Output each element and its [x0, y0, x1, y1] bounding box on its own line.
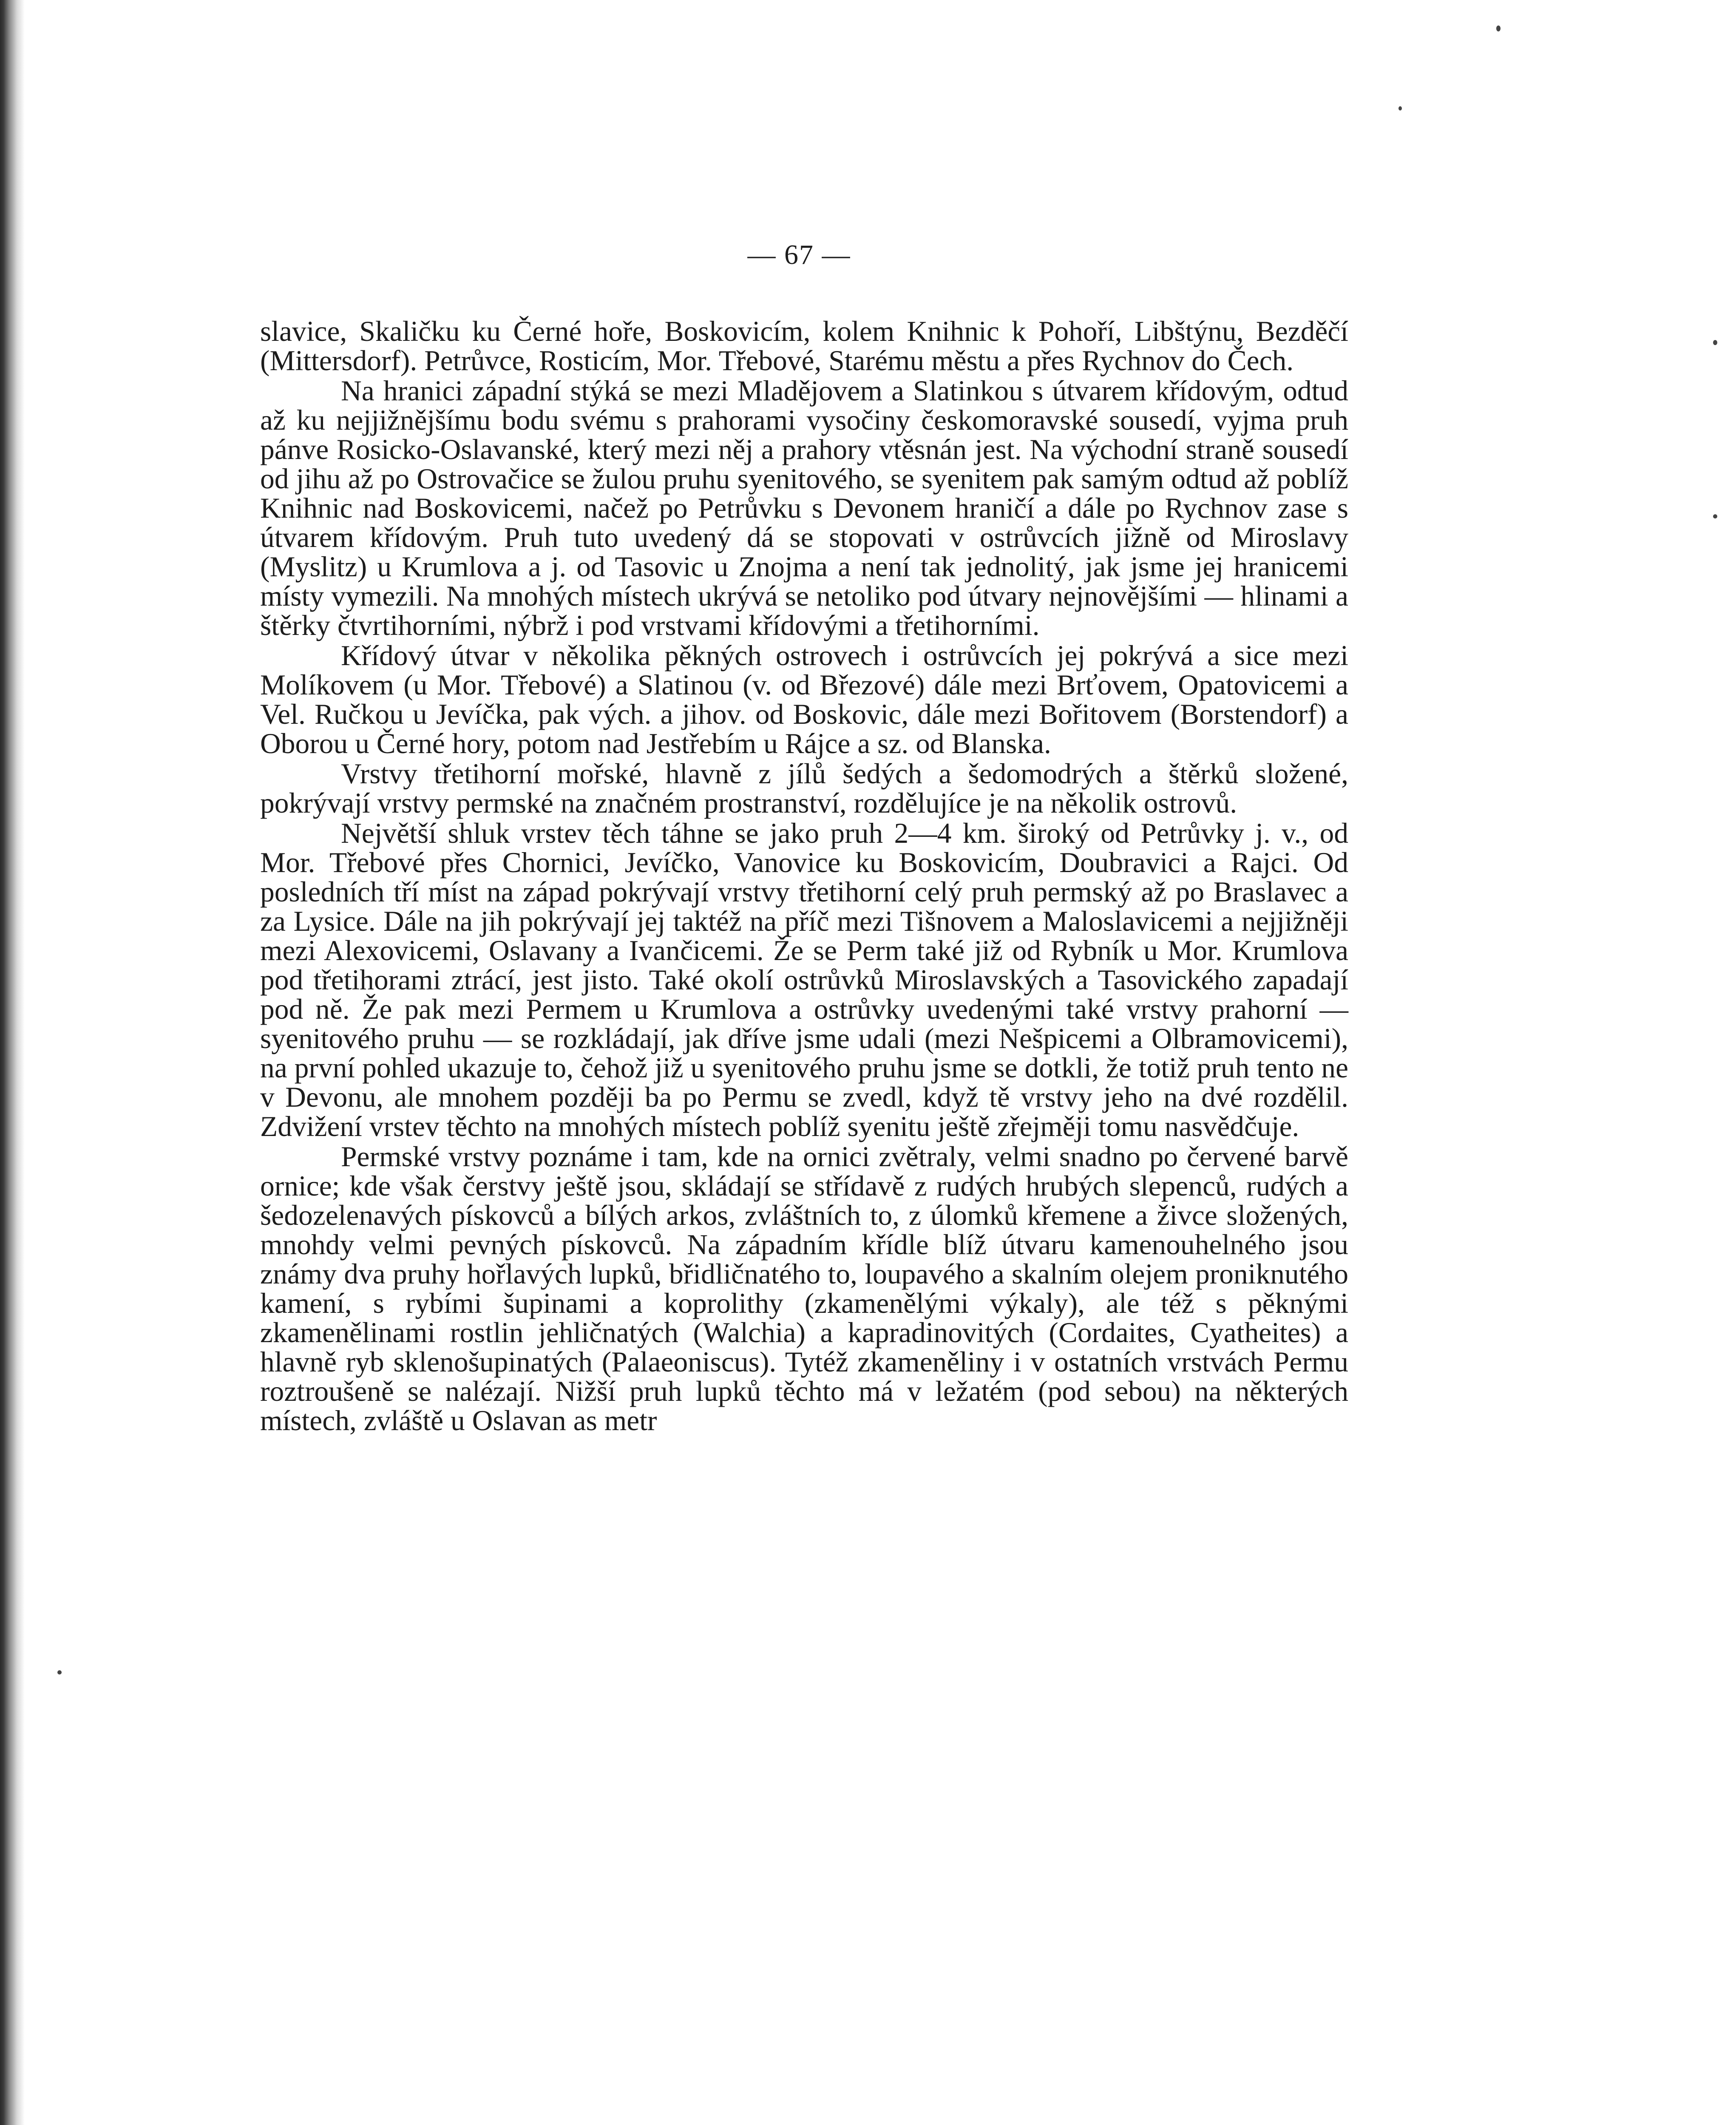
- paragraph-1: slavice, Skaličku ku Černé hoře, Boskovicím, kolem Knihnic k Pohoří, Libštýnu, Bezděčí (Mittersdorf). Petrůvce, Rosticím, Mor. Třebové, Starému městu a přes Rychnov do Čech.: [260, 315, 1348, 377]
- scan-speck: [1713, 514, 1717, 518]
- paragraph-4: Vrstvy třetihorní mořské, hlavně z jílů šedých a šedomodrých a štěrků složené, pokrývají vrstvy permské na značném prostranství, rozdělujíce je na několik ostrovů.: [260, 758, 1348, 819]
- scan-speck: [1713, 340, 1717, 345]
- scan-speck: [1398, 106, 1402, 110]
- scan-speck: [1496, 26, 1501, 31]
- scan-speck: [57, 1670, 62, 1674]
- paragraph-6: Permské vrstvy poznáme i tam, kde na ornici zvětraly, velmi snadno po červené barvě ornice; kde však čerstvy ještě jsou, skládají se střídavě z rudých hrubých slepenců, rudých a šedozelenavých pískovců a bílých arkos, zvláštních to, z úlomků křemene a živce složených, mnohdy velmi pevných pískovců. Na západním křídle blíž útvaru kamenouhelného jsou známy dva pruhy hořlavých lupků, břidličnatého to, loupavého a skalním olejem proniknutého kamení, s rybími šupinami a koprolithy (zkamenělými výkaly), ale též s pěknými zkamenělinami rostlin jehličnatých (Walchia) a kapradinovitých (Cordaites, Cyatheites) a hlavně ryb sklenošupinatých (Palaeoniscus). Tytéž zkameněliny i v ostatních vrstvách Permu roztroušeně se nalézají. Nižší pruh lupků těchto má v ležatém (pod sebou) na některých místech, zvláště u Oslavan as metr: [260, 1141, 1348, 1436]
- paragraph-5: Největší shluk vrstev těch táhne se jako pruh 2—4 km. široký od Petrůvky j. v., od Mor. Třebové přes Chornici, Jevíčko, Vanovice ku Boskovicím, Doubravici a Rajci. Od posledních tří míst na západ pokrývají vrstvy třetihorní celý pruh permský až po Braslavec a za Lysice. Dále na jih pokrývají jej taktéž na příč mezi Tišnovem a Maloslavicemi a nejjižněji mezi Alexovicemi, Oslavany a Ivančicemi. Že se Perm také již od Rybník u Mor. Krumlova pod třetihorami ztrácí, jest jisto. Také okolí ostrůvků Miroslavských a Tasovického zapadají pod ně. Že pak mezi Permem u Krumlova a ostrůvky uvedenými také vrstvy prahorní — syenitového pruhu — se rozkládají, jak dříve jsme udali (mezi Nešpicemi a Olbramovicemi), na první pohled ukazuje to, čehož již u syenitového pruhu jsme se dotkli, že totiž pruh tento ne v Devonu, ale mnohem později ba po Permu se zvedl, když tě vrstvy jeho na dvé rozdělil. Zdvižení vrstev těchto na mnohých místech poblíž syenitu ještě zřejměji tomu nasvědčuje.: [260, 817, 1348, 1142]
- body-text: [260, 317, 1348, 1436]
- paragraph-3: Křídový útvar v několika pěkných ostrovech i ostrůvcích jej pokrývá a sice mezi Molíkovem (u Mor. Třebové) a Slatinou (v. od Březové) dále mezi Brťovem, Opatovicemi a Vel. Ručkou u Jevíčka, pak vých. a jihov. od Boskovic, dále mezi Bořitovem (Borstendorf) a Oborou u Černé hory, potom nad Jestřebím u Rájce a sz. od Blanska.: [260, 640, 1348, 759]
- page-number: — 67 —: [747, 239, 851, 270]
- scan-shadow-edge: [0, 0, 25, 2125]
- paragraph-2: Na hranici západní stýká se mezi Mladějovem a Slatinkou s útvarem křídovým, odtud až ku nejjižnějšímu bodu svému s prahorami vysočiny českomoravské sousedí, vyjma pruh pánve Rosicko-Oslavanské, který mezi něj a prahory vtěsnán jest. Na východní straně sousedí od jihu až po Ostrovačice se žulou pruhu syenitového, se syenitem pak samým odtud až poblíž Knihnic nad Boskovicemi, načež po Petrůvku s Devonem hraničí a dále po Rychnov zase s útvarem křídovým. Pruh tuto uvedený dá se stopovati v ostrůvcích jižně od Miroslavy (Myslitz) u Krumlova a j. od Tasovic u Znojma a není tak jednolitý, jak jsme jej hranicemi místy vymezili. Na mnohých místech ukrývá se netoliko pod útvary nejnovějšími — hlinami a štěrky čtvrtihorními, nýbrž i pod vrstvami křídovými a třetihorními.: [260, 375, 1348, 641]
